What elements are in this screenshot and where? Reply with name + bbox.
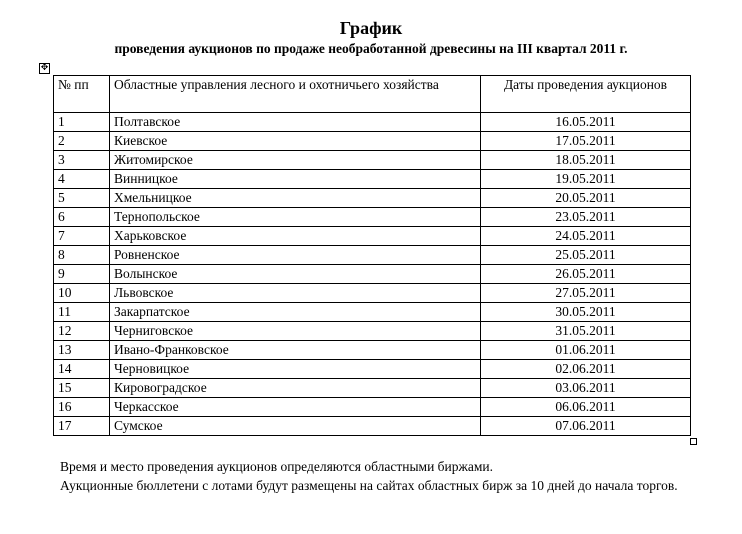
page-title: График <box>339 18 403 38</box>
row-date: 27.05.2011 <box>481 284 691 303</box>
row-date: 20.05.2011 <box>481 189 691 208</box>
note-line: Время и место проведения аукционов определяются областными биржами. <box>60 459 493 474</box>
row-number: 4 <box>54 170 110 189</box>
row-number: 10 <box>54 284 110 303</box>
table-row <box>54 189 691 208</box>
row-department: Харьковское <box>110 227 481 246</box>
row-number: 2 <box>54 132 110 151</box>
row-date: 24.05.2011 <box>481 227 691 246</box>
row-number: 7 <box>54 227 110 246</box>
note-line: Аукционные бюллетени с лотами будут размещены на сайтах областных бирж за 10 дней до начала торгов. <box>60 478 678 493</box>
row-department: Винницкое <box>110 170 481 189</box>
row-date: 25.05.2011 <box>481 246 691 265</box>
row-number: 9 <box>54 265 110 284</box>
row-date: 19.05.2011 <box>481 170 691 189</box>
row-department: Тернопольское <box>110 208 481 227</box>
page-subtitle <box>0 41 742 57</box>
table-row <box>54 227 691 246</box>
row-department: Киевское <box>110 132 481 151</box>
row-department: Черкасское <box>110 398 481 417</box>
row-department: Хмельницкое <box>110 189 481 208</box>
table-row <box>54 284 691 303</box>
header-department: Областные управления лесного и охотничьего хозяйства <box>110 76 481 113</box>
row-number: 8 <box>54 246 110 265</box>
row-department: Житомирское <box>110 151 481 170</box>
table-row <box>54 398 691 417</box>
row-date: 03.06.2011 <box>481 379 691 398</box>
row-date: 30.05.2011 <box>481 303 691 322</box>
row-number: 14 <box>54 360 110 379</box>
row-date: 01.06.2011 <box>481 341 691 360</box>
row-department: Волынское <box>110 265 481 284</box>
table-row <box>54 379 691 398</box>
header-dates: Даты проведения аукционов <box>481 76 691 113</box>
row-number: 3 <box>54 151 110 170</box>
row-number: 12 <box>54 322 110 341</box>
notes <box>60 457 720 495</box>
row-department: Львовское <box>110 284 481 303</box>
table-row <box>54 151 691 170</box>
table-row <box>54 170 691 189</box>
header-number: № пп <box>54 76 110 113</box>
table-resize-handle[interactable] <box>690 438 697 445</box>
table-row <box>54 113 691 132</box>
table-row <box>54 322 691 341</box>
row-number: 6 <box>54 208 110 227</box>
auction-schedule-table <box>53 75 691 436</box>
table-row <box>54 417 691 436</box>
table-row <box>54 265 691 284</box>
table-row <box>54 246 691 265</box>
row-number: 5 <box>54 189 110 208</box>
row-date: 31.05.2011 <box>481 322 691 341</box>
row-department: Черновицкое <box>110 360 481 379</box>
row-department: Закарпатское <box>110 303 481 322</box>
row-department: Сумское <box>110 417 481 436</box>
table-row <box>54 360 691 379</box>
row-date: 23.05.2011 <box>481 208 691 227</box>
row-date: 06.06.2011 <box>481 398 691 417</box>
row-date: 16.05.2011 <box>481 113 691 132</box>
row-number: 1 <box>54 113 110 132</box>
row-number: 13 <box>54 341 110 360</box>
row-number: 16 <box>54 398 110 417</box>
table-row <box>54 132 691 151</box>
row-date: 18.05.2011 <box>481 151 691 170</box>
subtitle-text: проведения аукционов по продаже необработанной древесины на III квартал 2011 г. <box>114 41 628 56</box>
row-number: 15 <box>54 379 110 398</box>
row-date: 07.06.2011 <box>481 417 691 436</box>
row-department: Ивано-Франковское <box>110 341 481 360</box>
table-row <box>54 208 691 227</box>
table-row <box>54 303 691 322</box>
table-row <box>54 341 691 360</box>
row-department: Полтавское <box>110 113 481 132</box>
row-date: 26.05.2011 <box>481 265 691 284</box>
row-date: 02.06.2011 <box>481 360 691 379</box>
table-move-handle-icon[interactable]: ✥ <box>40 63 49 73</box>
table-header-row <box>54 76 691 113</box>
row-date: 17.05.2011 <box>481 132 691 151</box>
row-department: Кировоградское <box>110 379 481 398</box>
row-number: 11 <box>54 303 110 322</box>
row-department: Ровненское <box>110 246 481 265</box>
row-number: 17 <box>54 417 110 436</box>
row-department: Черниговское <box>110 322 481 341</box>
